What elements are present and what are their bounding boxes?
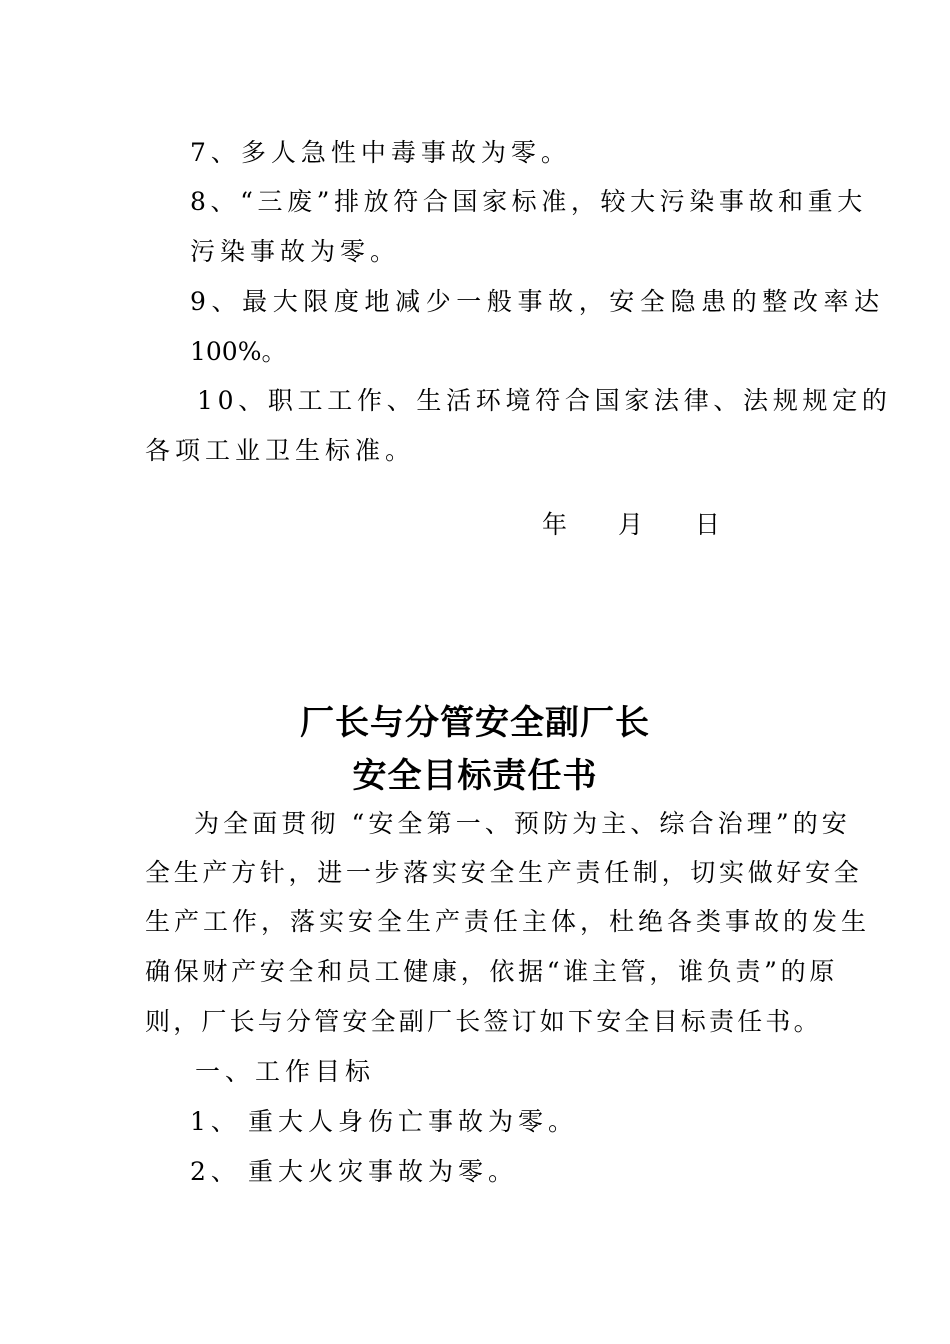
goal-1-text: 重大人身伤亡事故为零。 xyxy=(248,1107,579,1136)
goal-1-number: 1、 xyxy=(190,1107,241,1136)
item-10-line-2: 各项工业卫生标准。 xyxy=(145,436,416,465)
document-title-line-1: 厂长与分管安全副厂长 xyxy=(300,703,650,743)
item-9-line-1: 9、最大限度地减少一般事故，安全隐患的整改率达 xyxy=(190,287,885,316)
date-year: 年 xyxy=(542,510,568,539)
intro-line-2: 全生产方针，进一步落实安全生产责任制，切实做好安全 xyxy=(145,858,863,887)
item-7: 7、多人急性中毒事故为零。 xyxy=(190,138,571,167)
item-8-line-2: 污染事故为零。 xyxy=(190,237,401,266)
date-month: 月 xyxy=(618,510,644,539)
date-day: 日 xyxy=(695,510,721,539)
intro-line-5: 则，厂长与分管安全副厂长签订如下安全目标责任书。 xyxy=(145,1007,822,1036)
intro-line-1: 为全面贯彻 “安全第一、预防为主、综合治理”的安 xyxy=(194,809,851,838)
item-10-line-1: 10、职工工作、生活环境符合国家法律、法规规定的 xyxy=(197,386,892,415)
intro-line-4: 确保财产安全和员工健康，依据“谁主管，谁负责”的原 xyxy=(145,957,839,986)
item-8-line-1: 8、“三废”排放符合国家标准，较大污染事故和重大 xyxy=(190,187,867,216)
item-9-line-2: 100%。 xyxy=(190,337,287,366)
goal-2-text: 重大火灾事故为零。 xyxy=(248,1157,519,1186)
intro-line-3: 生产工作，落实安全生产责任主体，杜绝各类事故的发生 xyxy=(145,907,871,936)
section-1-heading: 一、工作目标 xyxy=(195,1057,376,1086)
goal-2-number: 2、 xyxy=(190,1157,241,1186)
document-title-line-2: 安全目标责任书 xyxy=(352,756,598,796)
